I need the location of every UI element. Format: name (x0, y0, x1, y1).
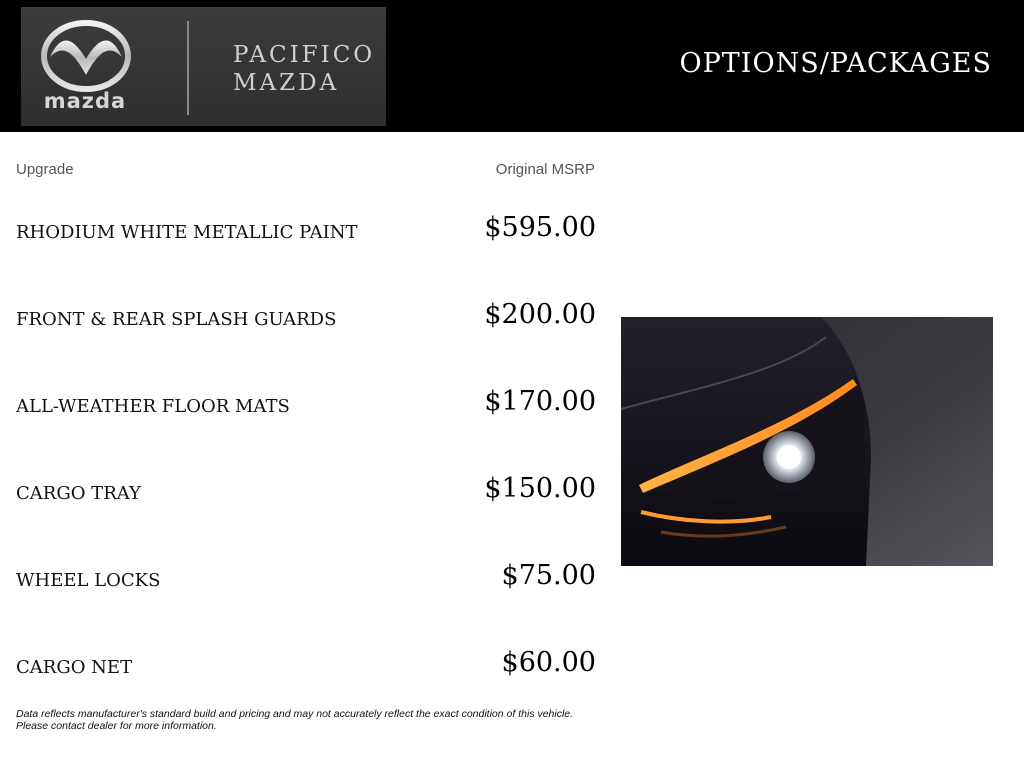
option-row (16, 560, 596, 600)
option-name: WHEEL LOCKS (16, 570, 161, 591)
dealer-logo (21, 7, 386, 126)
page-title: OPTIONS/PACKAGES (679, 48, 992, 79)
option-name: ALL-WEATHER FLOOR MATS (16, 396, 290, 417)
disclaimer-line2: Please contact dealer for more information. (16, 720, 217, 732)
option-price: $200.00 (484, 299, 596, 330)
option-row (16, 299, 596, 339)
option-name: CARGO NET (16, 657, 133, 678)
dealer-name-line1: PACIFICO (233, 42, 376, 68)
mazda-emblem-icon (40, 19, 132, 93)
dealer-name-line2: MAZDA (233, 70, 340, 96)
option-price: $595.00 (484, 212, 596, 243)
option-name: RHODIUM WHITE METALLIC PAINT (16, 222, 358, 243)
column-header-msrp: Original MSRP (495, 161, 595, 178)
disclaimer-line1: Data reflects manufacturer's standard build and pricing and may not accurately reflect the exact condition of this vehicle. (16, 708, 574, 720)
option-row (16, 212, 596, 252)
header-bar (0, 0, 1024, 132)
option-row (16, 386, 596, 426)
logo-divider (187, 21, 189, 115)
option-name: CARGO TRAY (16, 483, 141, 504)
option-row (16, 647, 596, 687)
headlight-image (621, 317, 993, 566)
disclaimer-text (16, 708, 616, 732)
vehicle-headlight-photo (621, 317, 993, 566)
column-header-upgrade: Upgrade (16, 161, 74, 178)
mazda-wordmark: mazda (43, 89, 127, 113)
option-price: $150.00 (484, 473, 596, 504)
option-price: $75.00 (501, 560, 596, 591)
dealer-name (233, 41, 375, 97)
option-price: $170.00 (484, 386, 596, 417)
option-row (16, 473, 596, 513)
option-price: $60.00 (501, 647, 596, 678)
option-name: FRONT & REAR SPLASH GUARDS (16, 309, 337, 330)
